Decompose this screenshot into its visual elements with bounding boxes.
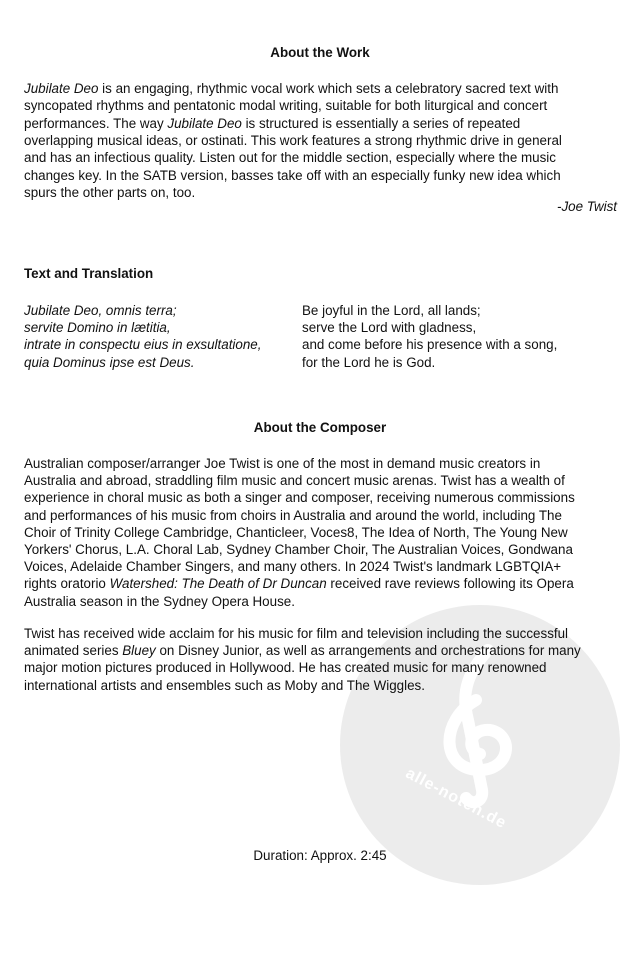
text-line <box>24 541 573 558</box>
verse-line: for the Lord he is God. <box>302 354 436 370</box>
text-line <box>24 593 295 610</box>
text-span: spurs the other parts on, too. <box>24 184 196 200</box>
text-span: Voices, Adelaide Chamber Singers, and many others. In 2024 Twist's landmark LGBTQIA+ <box>24 559 562 575</box>
text-line <box>24 625 568 642</box>
text-span: and has an infectious quality. Listen out for the middle section, especially where the music <box>24 150 556 166</box>
text-span: syncopated rhythms and pentatonic modal writing, suitable for both liturgical and concert <box>24 98 548 114</box>
text-span: Choir of Trinity College Cambridge, Chanticleer, Voces8, The Idea of North, The Young New <box>24 524 568 540</box>
text-line <box>24 472 565 489</box>
verse-line: quia Dominus ipse est Deus. <box>24 354 195 370</box>
text-span: received rave reviews following its Opera <box>326 576 574 592</box>
text-line <box>24 97 547 114</box>
text-line <box>24 524 568 541</box>
verse-line: and come before his presence with a song, <box>302 337 558 353</box>
italic-title: Jubilate Deo <box>167 115 242 131</box>
text-span: and performances of his music from choirs in Australia and around the world, including The <box>24 507 562 523</box>
text-span: is structured is essentially a series of repeated <box>241 115 521 131</box>
text-span: major motion pictures produced in Hollywood. He has created music for many renowned <box>24 660 547 676</box>
text-span: on Disney Junior, as well as arrangements and orchestrations for many <box>155 643 581 659</box>
text-span: experience in choral music as both a singer and composer, receiving numerous commissions <box>24 490 575 506</box>
text-span: overlapping musical ideas, or ostinati. This work features a strong rhythmic drive in general <box>24 132 562 148</box>
verse-line: Be joyful in the Lord, all lands; <box>302 303 481 318</box>
text-line <box>24 677 425 694</box>
text-line <box>24 167 561 184</box>
about-composer-heading: About the Composer <box>253 420 387 435</box>
verse-line: servite Domino in lætitia, <box>24 320 171 336</box>
verse-line: Jubilate Deo, omnis terra; <box>24 303 177 318</box>
text-span: Twist has received wide acclaim for his music for film and television including the successful <box>24 626 569 641</box>
translation-heading: Text and Translation <box>24 266 154 281</box>
text-line <box>24 132 562 149</box>
text-line <box>24 659 546 676</box>
duration: Duration: Approx. 2:45 <box>253 848 387 863</box>
text-line <box>24 575 574 592</box>
text-span: Yorkers' Chorus, L.A. Choral Lab, Sydney Chamber Choir, The Australian Voices, Gondwana <box>24 542 573 557</box>
text-line <box>24 115 520 132</box>
text-span: Australia season in the Sydney Opera House. <box>24 593 295 609</box>
text-line <box>24 558 561 575</box>
text-line <box>24 507 562 524</box>
italic-title: Bluey <box>122 643 156 659</box>
watermark-text: alle-noten.de <box>402 764 510 833</box>
text-line <box>24 455 540 472</box>
text-span: rights oratorio <box>24 576 110 592</box>
italic-title: Jubilate Deo <box>24 81 99 96</box>
text-span: international artists and ensembles such as Moby and The Wiggles. <box>24 677 425 693</box>
text-span: Australia and abroad, straddling film music and concert music arenas. Twist has a wealth of <box>24 473 565 489</box>
italic-title: Watershed: The Death of Dr Duncan <box>109 576 327 592</box>
verse-line: intrate in conspectu eius in exsultatione, <box>24 337 262 353</box>
text-span: Australian composer/arranger Joe Twist is one of the most in demand music creators in <box>24 456 541 471</box>
text-span: animated series <box>24 643 123 659</box>
text-line <box>24 489 575 506</box>
verse-line: serve the Lord with gladness, <box>302 320 477 336</box>
text-line <box>24 642 581 659</box>
about-work-heading: About the Work <box>270 45 370 60</box>
text-line <box>24 184 195 201</box>
text-span: performances. The way <box>24 115 168 131</box>
text-line <box>24 149 556 166</box>
text-span: changes key. In the SATB version, basses take off with an especially funky new idea which <box>24 167 561 183</box>
text-span: is an engaging, rhythmic vocal work which sets a celebratory sacred text with <box>98 81 559 96</box>
text-line <box>24 80 558 97</box>
signature: -Joe Twist <box>556 199 617 214</box>
